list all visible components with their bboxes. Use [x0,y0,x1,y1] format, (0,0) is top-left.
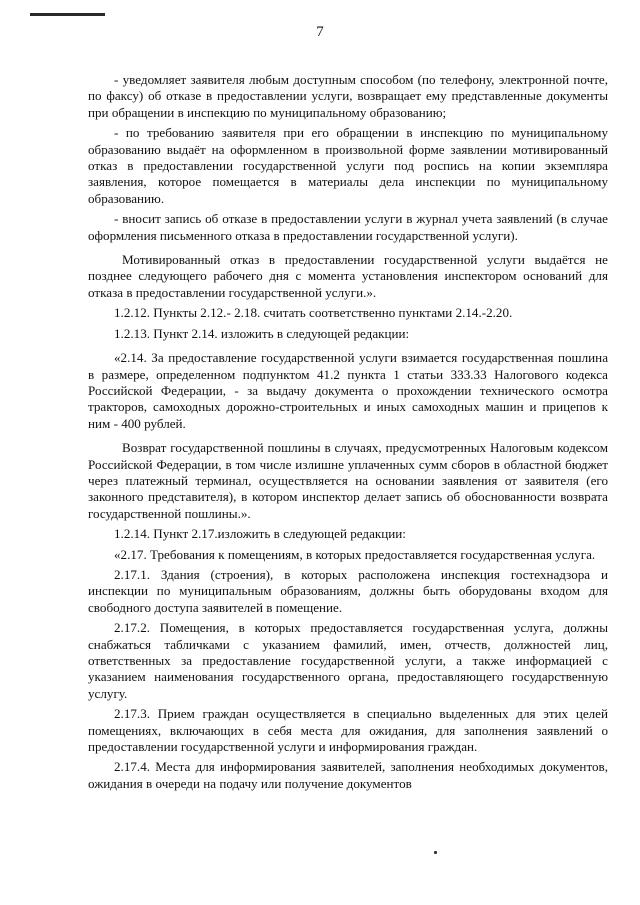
paragraph-motivated-refusal-request: - по требованию заявителя при его обращении в инспекцию по муниципальному образованию выдаёт на оформленном в произвольной форме заявлении мотивированный отказ в предоставлении государственной услуги под роспись на копии экземпляра заявления, которое помещается в материалы дела инспекции по муниципальному образованию. [88,125,608,206]
paragraph-refusal-journal: - вносит запись об отказе в предоставлении услуги в журнал учета заявлений (в случае оформления письменного отказа в предоставлении государственной услуги). [88,211,608,243]
paragraph-duty-refund: Возврат государственной пошлины в случаях, предусмотренных Налоговым кодексом Российской Федерации, в том числе излишне уплаченных сумм сборов в областной бюджет через платежный терминал, осуществляется на основании заявления от заявителя (его законного представителя), в котором инспектор делает запись об обоснованности возврата государственной пошлины.». [88,440,608,521]
document-body [88,72,608,796]
paragraph-clause-2-17-1: 2.17.1. Здания (строения), в которых расположена инспекция гостехнадзора и инспекции по муниципальным образованиям, должны быть оборудованы входом для свободного доступа заявителей в помещение. [88,566,608,615]
paragraph-clause-2-17-4: 2.17.4. Места для информирования заявителей, заполнения необходимых документов, ожидания в очереди на подачу или получение документов [88,759,608,791]
paragraph-clause-1-2-14: 1.2.14. Пункт 2.17.изложить в следующей редакции: [114,526,406,542]
scan-speck-mark [434,851,437,854]
paragraph-notify-applicant: - уведомляет заявителя любым доступным способом (по телефону, электронной почте, по факсу) об отказе в предоставлении услуги, возвращает ему представленные документы при обращении в инспекцию по муниципальному образованию; [88,72,608,120]
paragraph-clause-2-17-3: 2.17.3. Прием граждан осуществляется в специально выделенных для этих целей помещениях, включающих в себя места для ожидания, для заполнения заявлений о предоставлении государственной услуги и информирования граждан. [88,706,608,755]
paragraph-clause-2-17-2: 2.17.2. Помещения, в которых предоставляется государственная услуга, должны снабжаться табличками с указанием фамилий, имен, отчеств, должностей лиц, ответственных за предоставление государственной услуги, а также информацией с указанием наименования государственного органа, предоставляющего государственную услугу. [88,620,608,701]
scan-edge-mark [30,13,105,16]
paragraph-clause-2-14: «2.14. За предоставление государственной услуги взимается государственная пошлина в размере, определенном подпунктом 41.2 пункта 1 статьи 333.33 Налогового кодекса Российской Федерации, - за выдачу документа о прохождении технического осмотра тракторов, самоходных дорожно-строительных и иных самоходных машин и прицепов к ним - 400 рублей. [88,350,608,431]
paragraph-refusal-deadline: Мотивированный отказ в предоставлении государственной услуги выдаётся не позднее следующего рабочего дня с момента установления инспектором оснований для отказа в предоставлении государственной услуги.». [88,252,608,300]
paragraph-clause-1-2-13: 1.2.13. Пункт 2.14. изложить в следующей редакции: [114,325,410,341]
paragraph-clause-2-17: «2.17. Требования к помещениям, в которых предоставляется государственная услуга. [114,546,596,562]
page-number: 7 [316,24,324,40]
paragraph-clause-1-2-12: 1.2.12. Пункты 2.12.- 2.18. считать соответственно пунктами 2.14.-2.20. [114,305,513,321]
